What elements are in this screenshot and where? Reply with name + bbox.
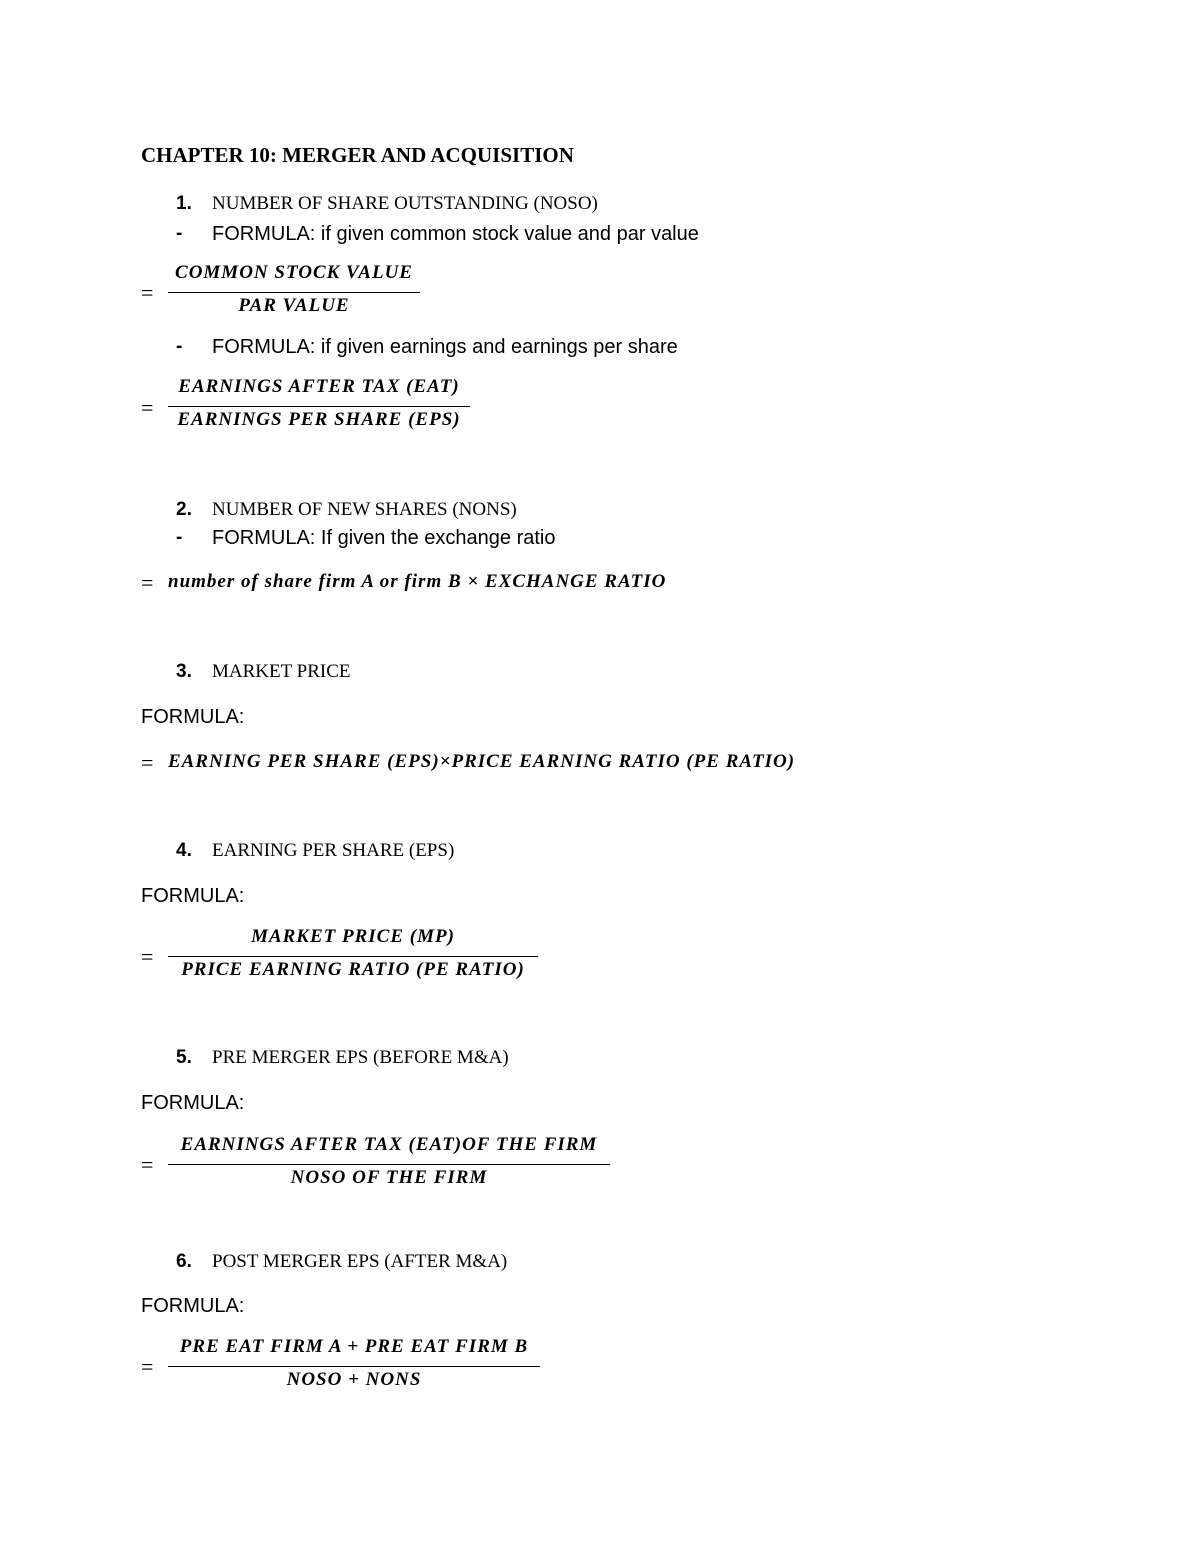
formula-fraction <box>168 1336 540 1394</box>
formula-label: FORMULA: if given earnings and earnings per share <box>212 336 678 358</box>
formula-fraction <box>168 1134 610 1192</box>
fraction-denominator: EARNINGS PER SHARE (EPS) <box>177 409 461 430</box>
fraction-bar <box>168 292 420 293</box>
equals-sign: = <box>141 750 154 775</box>
fraction-denominator: PRICE EARNING RATIO (PE RATIO) <box>181 959 525 980</box>
fraction-numerator: MARKET PRICE (MP) <box>251 926 455 947</box>
formula-expression: number of share firm A or firm B × EXCHANGE RATIO <box>168 571 667 592</box>
formula-fraction <box>168 926 538 984</box>
section-number: 3. <box>176 661 192 682</box>
fraction-numerator: COMMON STOCK VALUE <box>175 262 413 283</box>
formula-label: FORMULA: <box>141 885 245 907</box>
fraction-numerator: EARNINGS AFTER TAX (EAT)OF THE FIRM <box>180 1134 598 1155</box>
section-number: 6. <box>176 1251 192 1272</box>
formula-label: FORMULA: <box>141 1092 245 1114</box>
section-heading: PRE MERGER EPS (BEFORE M&A) <box>212 1047 509 1068</box>
equals-sign: = <box>141 944 154 969</box>
equals-sign: = <box>141 1354 154 1379</box>
fraction-bar <box>168 406 470 407</box>
section-number: 5. <box>176 1047 192 1068</box>
formula-label: FORMULA: <box>141 706 245 728</box>
formula-expression: EARNING PER SHARE (EPS)×PRICE EARNING RATIO (PE RATIO) <box>168 751 796 772</box>
section-heading: MARKET PRICE <box>212 661 351 682</box>
fraction-denominator: NOSO OF THE FIRM <box>290 1167 488 1188</box>
section-number: 4. <box>176 840 192 861</box>
equals-sign: = <box>141 570 154 595</box>
fraction-bar <box>168 1366 540 1367</box>
fraction-numerator: EARNINGS AFTER TAX (EAT) <box>178 376 460 397</box>
fraction-bar <box>168 1164 610 1165</box>
fraction-denominator: PAR VALUE <box>238 295 350 316</box>
fraction-bar <box>168 956 538 957</box>
section-heading: NUMBER OF NEW SHARES (NONS) <box>212 499 517 520</box>
equals-sign: = <box>141 1152 154 1177</box>
fraction-denominator: NOSO + NONS <box>286 1369 422 1390</box>
formula-fraction <box>168 376 470 434</box>
equals-sign: = <box>141 395 154 420</box>
formula-fraction <box>168 262 420 320</box>
section-heading: POST MERGER EPS (AFTER M&A) <box>212 1251 508 1272</box>
formula-label: FORMULA: If given the exchange ratio <box>212 527 556 549</box>
bullet-dash: - <box>176 527 183 548</box>
section-number: 1. <box>176 193 192 214</box>
fraction-numerator: PRE EAT FIRM A + PRE EAT FIRM B <box>179 1336 529 1357</box>
equals-sign: = <box>141 280 154 305</box>
bullet-dash: - <box>176 223 183 244</box>
section-heading: EARNING PER SHARE (EPS) <box>212 840 455 861</box>
section-heading: NUMBER OF SHARE OUTSTANDING (NOSO) <box>212 193 598 214</box>
chapter-title: CHAPTER 10: MERGER AND ACQUISITION <box>141 143 574 167</box>
bullet-dash: - <box>176 336 183 357</box>
section-number: 2. <box>176 499 192 520</box>
formula-label: FORMULA: <box>141 1295 245 1317</box>
formula-label: FORMULA: if given common stock value and par value <box>212 223 699 245</box>
